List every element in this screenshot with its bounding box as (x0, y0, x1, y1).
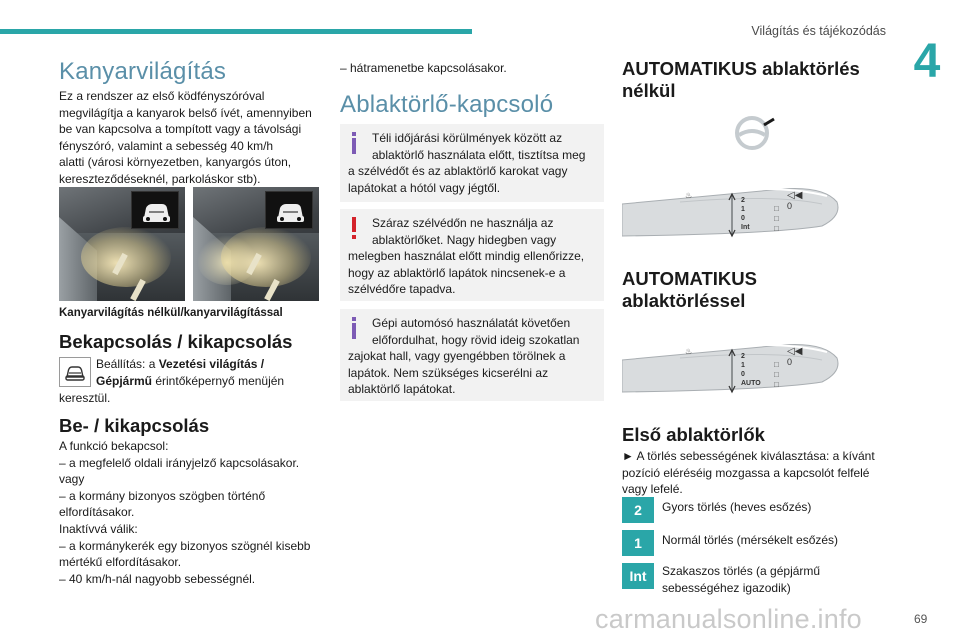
lever-a-mark-int: Int (741, 224, 750, 231)
speed-label-2: Gyors törlés (heves esőzés) (662, 500, 812, 514)
page-number: 69 (914, 612, 928, 626)
function-conditions: A funkció bekapcsol: – a megfelelő oldali irányjelző kapcsolásakor. vagy – a kormány bizonyos szögben történő elfordításakor. Inaktívvá válik: – a kormánykerék egy bizonyos szögnél kisebb mértékű elfordításakor. – 40 km/h-nál nagyobb sebességnél. (59, 439, 311, 586)
car-settings-icon (59, 357, 91, 387)
notice-carwash-first: Gépi automósó használatát követően előfordulhat, hogy rövid ideig szokatlan (372, 316, 580, 347)
settings-text-end: keresztül. (59, 391, 111, 405)
title-kanyarvilagitas: Kanyarvilágítás (59, 58, 227, 85)
steering-wheel-icon (732, 113, 776, 151)
headlight-indicator-icon (131, 191, 179, 229)
heading-auto-with: AUTOMATIKUS ablaktörléssel (622, 268, 757, 311)
section-header: Világítás és tájékozódás (751, 24, 886, 38)
top-accent-bar (0, 29, 472, 34)
svg-text:♨: ♨ (685, 347, 693, 356)
heading-auto-without: AUTOMATIKUS ablaktörlés nélkül (622, 58, 860, 101)
title-ablaktorlo-kapcsolo: Ablaktörlő-kapcsoló (340, 91, 554, 118)
headlight-indicator-icon (265, 191, 313, 229)
photo-with-cornering-light (193, 187, 319, 301)
warning-notice-dry (340, 209, 604, 301)
speed-badge-int: Int (622, 563, 654, 589)
intro-paragraph: Ez a rendszer az első ködfényszóróval megvilágítja a kanyarok belső ívét, amennyiben be van kapcsolva a tompított vagy a távolsági fényszóró, valamint a sebesség 40 km/h alatti (városi környezetben, kanyargós úton, kereszteződéseknél, parkoláskor stb). (59, 89, 312, 186)
notice-winter-rest: a szélvédőt és az ablaktörlő karokat vagy lapátokat a hótól vagy jégtől. (348, 164, 568, 195)
lever-b-mark-auto: AUTO (741, 380, 761, 387)
info-notice-winter (340, 124, 604, 202)
lever-b-mark-2: 2 (741, 353, 745, 360)
lever-a-mark-0: 0 (741, 215, 745, 222)
svg-text:0: 0 (787, 357, 793, 367)
info-notice-carwash (340, 309, 604, 401)
warning-icon (347, 217, 361, 243)
photo-without-cornering-light (59, 187, 185, 301)
heading-be-kikapcsolas: Be- / kikapcsolás (59, 415, 210, 436)
settings-text: Beállítás: a Vezetési világítás / Gépjármű érintőképernyő menüjén (96, 357, 285, 388)
notice-winter-first: Téli időjárási körülmények között az ablaktörlő használata előtt, tisztítsa meg (372, 131, 586, 162)
speed-badge-2: 2 (622, 497, 654, 523)
notice-carwash-rest: zajokat hall, vagy gyengébben törölnek a lapátok. Nem szükséges kicserélni az ablaktörlő lapátokat. (348, 349, 566, 397)
watermark: carmanualsonline.info (595, 604, 862, 634)
lever-a-mark-2: 2 (741, 197, 745, 204)
wiper-lever-icon: ◁◀ 0 ♨ 2 1 0 Int □ □ □ (622, 172, 842, 250)
speed-badge-1: 1 (622, 530, 654, 556)
notice-dry-first: Száraz szélvédőn ne használja az ablaktörlőket. Nagy hidegben vagy (372, 216, 557, 247)
heading-first-wipers: Első ablaktörlők (622, 424, 765, 445)
svg-text:♨: ♨ (685, 191, 693, 200)
photo-caption: Kanyarvilágítás nélkül/kanyarvilágítással (59, 307, 283, 319)
wiper-lever-auto-icon: ◁◀ 0 ♨ 2 1 0 AUTO □ □ □ (622, 326, 842, 406)
notice-dry-rest: melegben használat előtt mindig ellenőrizze, hogy az ablaktörlő lapátok nincsenek-e a szélvédőre tapadva. (348, 249, 585, 297)
svg-text:◁◀: ◁◀ (787, 190, 803, 201)
svg-text:◁◀: ◁◀ (787, 346, 803, 357)
info-icon (347, 132, 361, 158)
chapter-number: 4 (913, 35, 941, 88)
speed-label-int: Szakaszos törlés (a gépjármű sebességéhez igazodik) (662, 564, 821, 595)
front-wiper-instruction: ► A törlés sebességének kiválasztása: a kívánt pozíció eléréséig mozgassa a kapcsolót felfelé vagy lefelé. (622, 449, 875, 497)
reverse-gear-text: – hátramenetbe kapcsolásakor. (340, 61, 507, 75)
info-icon (347, 317, 361, 343)
speed-label-1: Normál törlés (mérsékelt esőzés) (662, 533, 839, 547)
lever-b-mark-0: 0 (741, 371, 745, 378)
lever-a-mark-1: 1 (741, 206, 745, 213)
heading-bekapcsolas: Bekapcsolás / kikapcsolás (59, 331, 293, 352)
lever-b-mark-1: 1 (741, 362, 745, 369)
svg-text:0: 0 (787, 201, 793, 211)
